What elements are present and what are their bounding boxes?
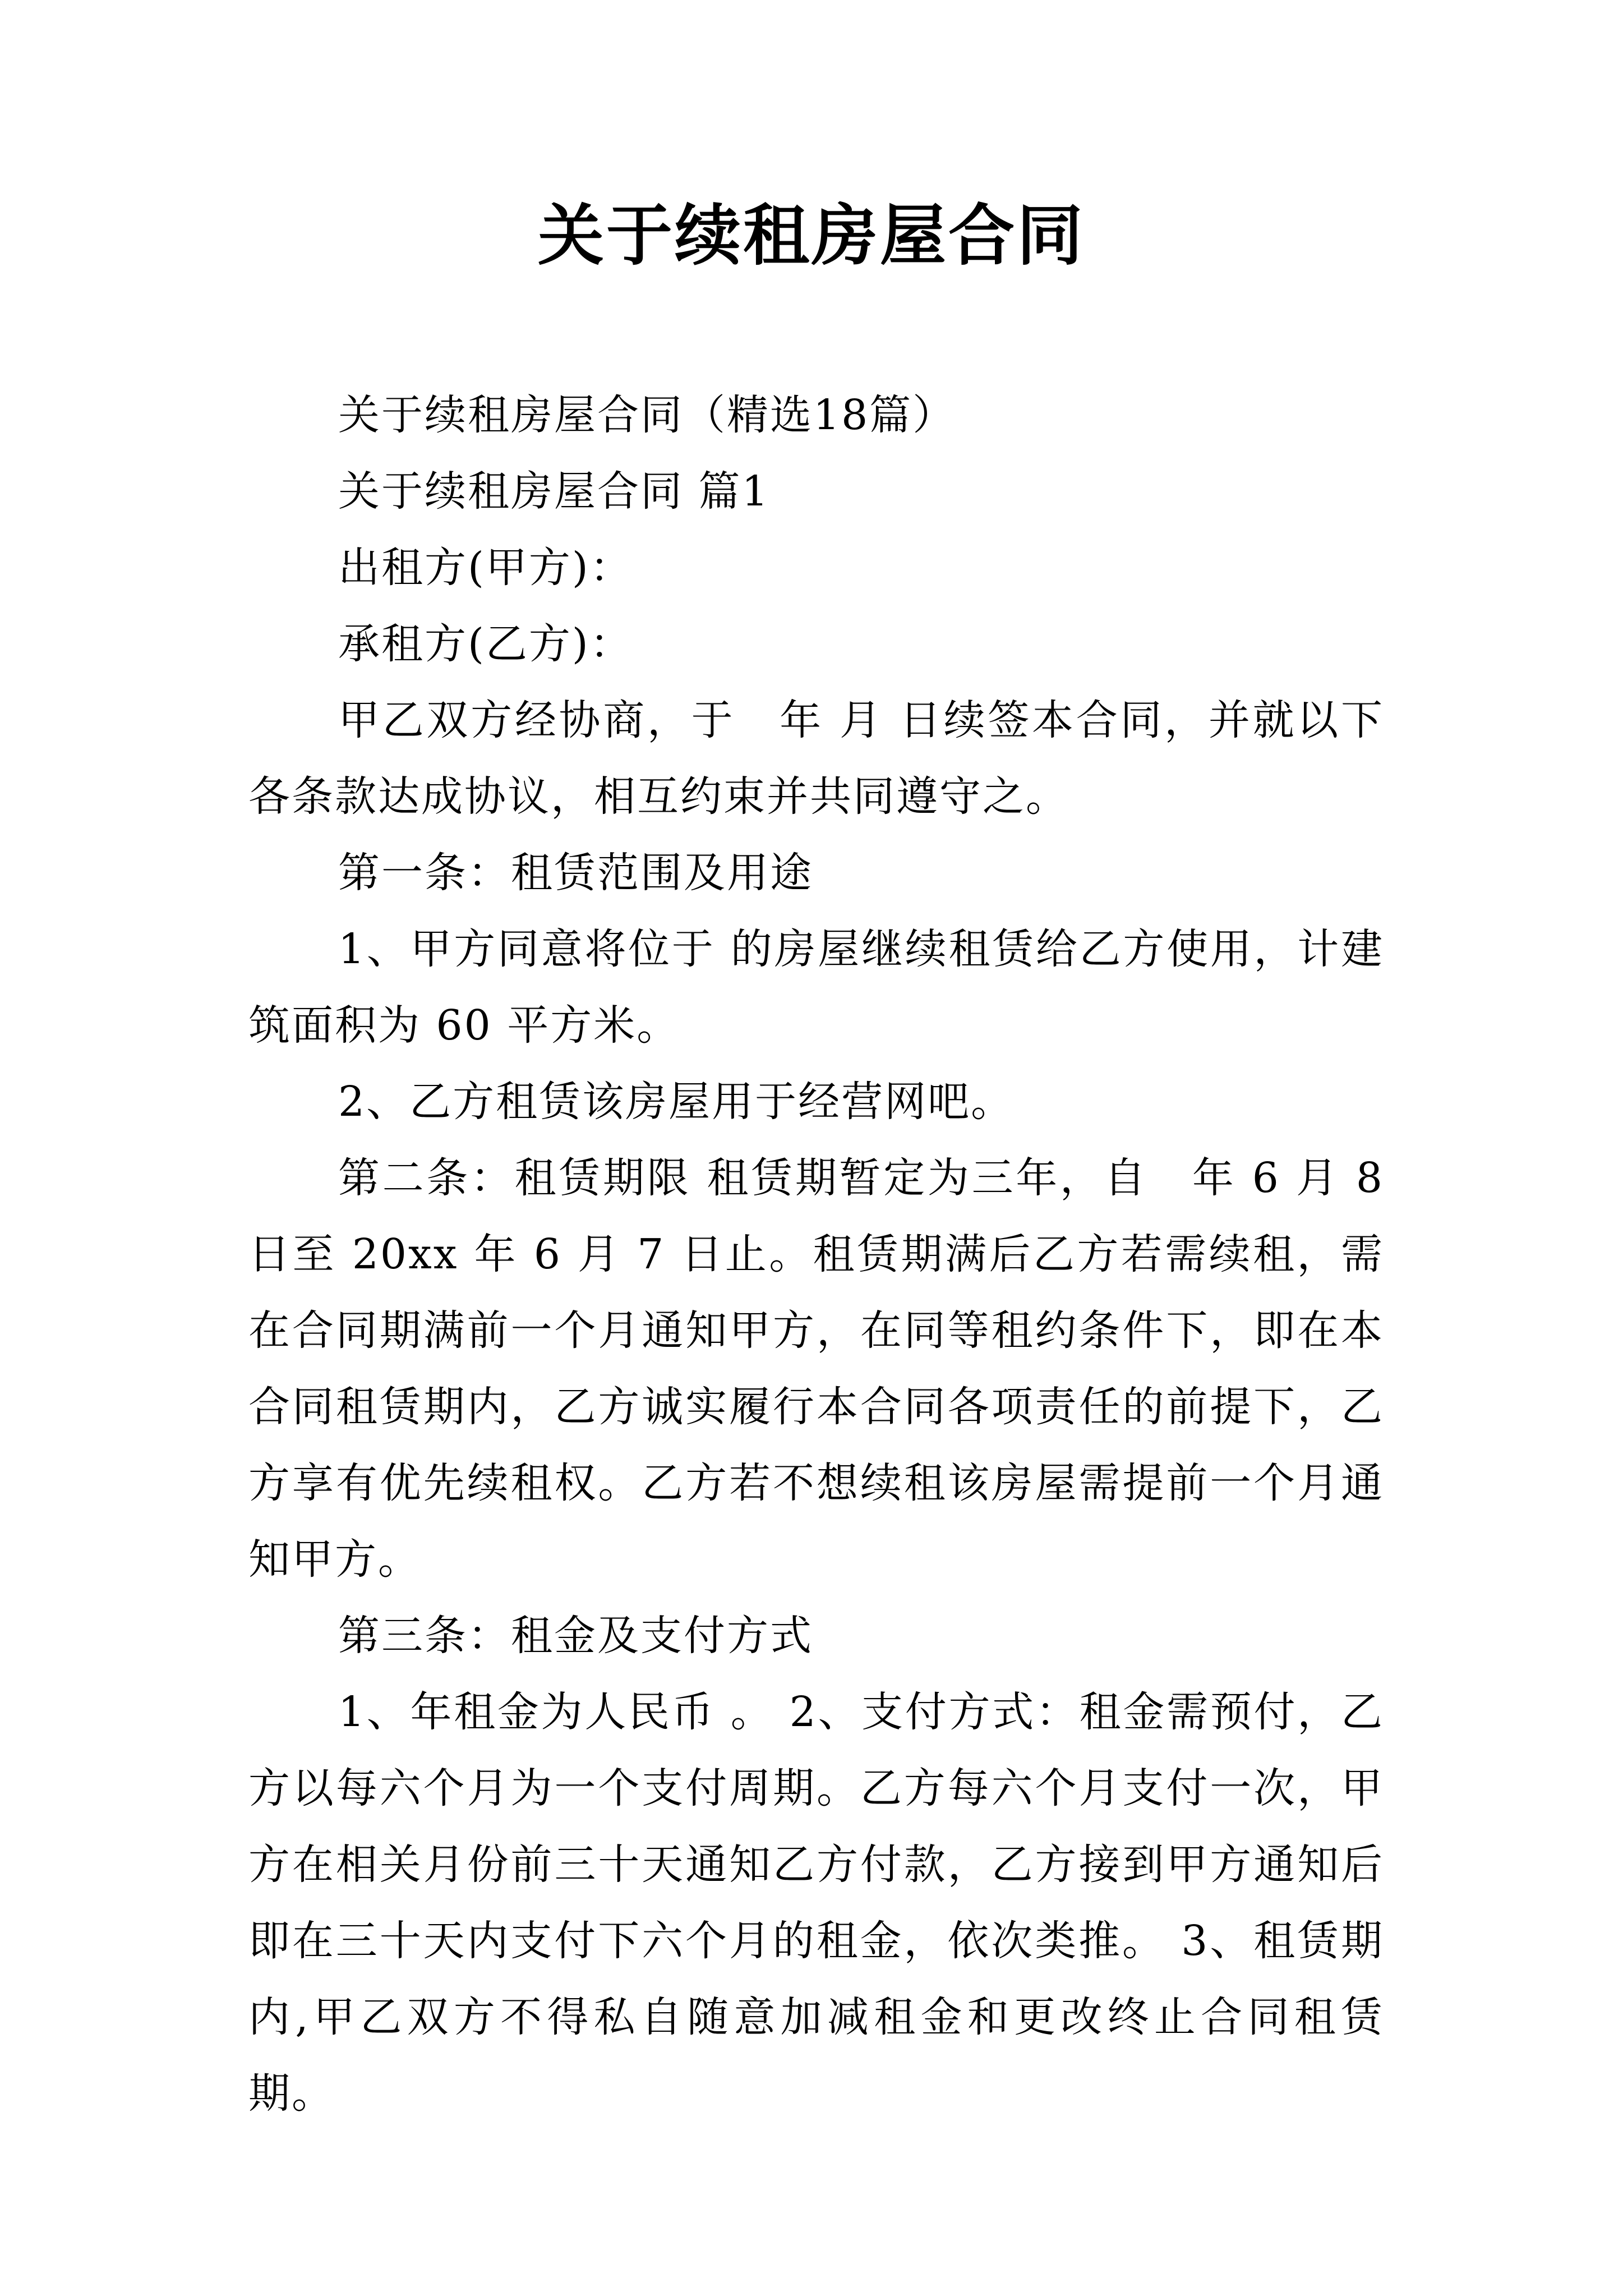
article-3-clauses: 1、年租金为人民币 。 2、支付方式：租金需预付，乙方以每六个月为一个支付周期。乙方每六个月支付一次，甲方在相关月份前三十天通知乙方付款，乙方接到甲方通知后即在三十天内支付下六个月的租金，依次类推。 3、租赁期内,甲乙双方不得私自随意加减租金和更改终止合同租赁期。 <box>248 1688 1384 2118</box>
article-2-paragraph: 第二条：租赁期限 租赁期暂定为三年，自 年 6 月 8 日至 20xx 年 6 月 7 日止。租赁期满后乙方若需续租，需在合同期满前一个月通知甲方，在同等租约条件下，即在本合同租赁期内，乙方诚实履行本合同各项责任的前提下，乙方享有优先续租权。乙方若不想续租该房屋需提前一个月通知甲方。 <box>248 1154 1384 1584</box>
intro-paragraph: 甲乙双方经协商，于 年 月 日续签本合同，并就以下各条款达成协议，相互约束并共同遵守之。 <box>248 696 1384 821</box>
lessee-line: 承租方(乙方)： <box>338 620 633 668</box>
article-1-clause-1: 1、甲方同意将位于 的房屋继续租赁给乙方使用，计建筑面积为 60 平方米。 <box>248 925 1384 1050</box>
document-title: 关于续租房屋合同 <box>537 197 1085 274</box>
collection-heading: 关于续租房屋合同（精选18篇） <box>338 391 956 439</box>
article-3-heading: 第三条：租金及支付方式 <box>338 1612 813 1660</box>
document-body <box>248 377 1384 2132</box>
article-1-heading: 第一条：租赁范围及用途 <box>338 849 813 897</box>
lessor-line: 出租方(甲方)： <box>338 544 633 592</box>
article-1-clause-2: 2、乙方租赁该房屋用于经营网吧。 <box>338 1078 1015 1126</box>
contract-heading: 关于续租房屋合同 篇1 <box>338 467 770 516</box>
